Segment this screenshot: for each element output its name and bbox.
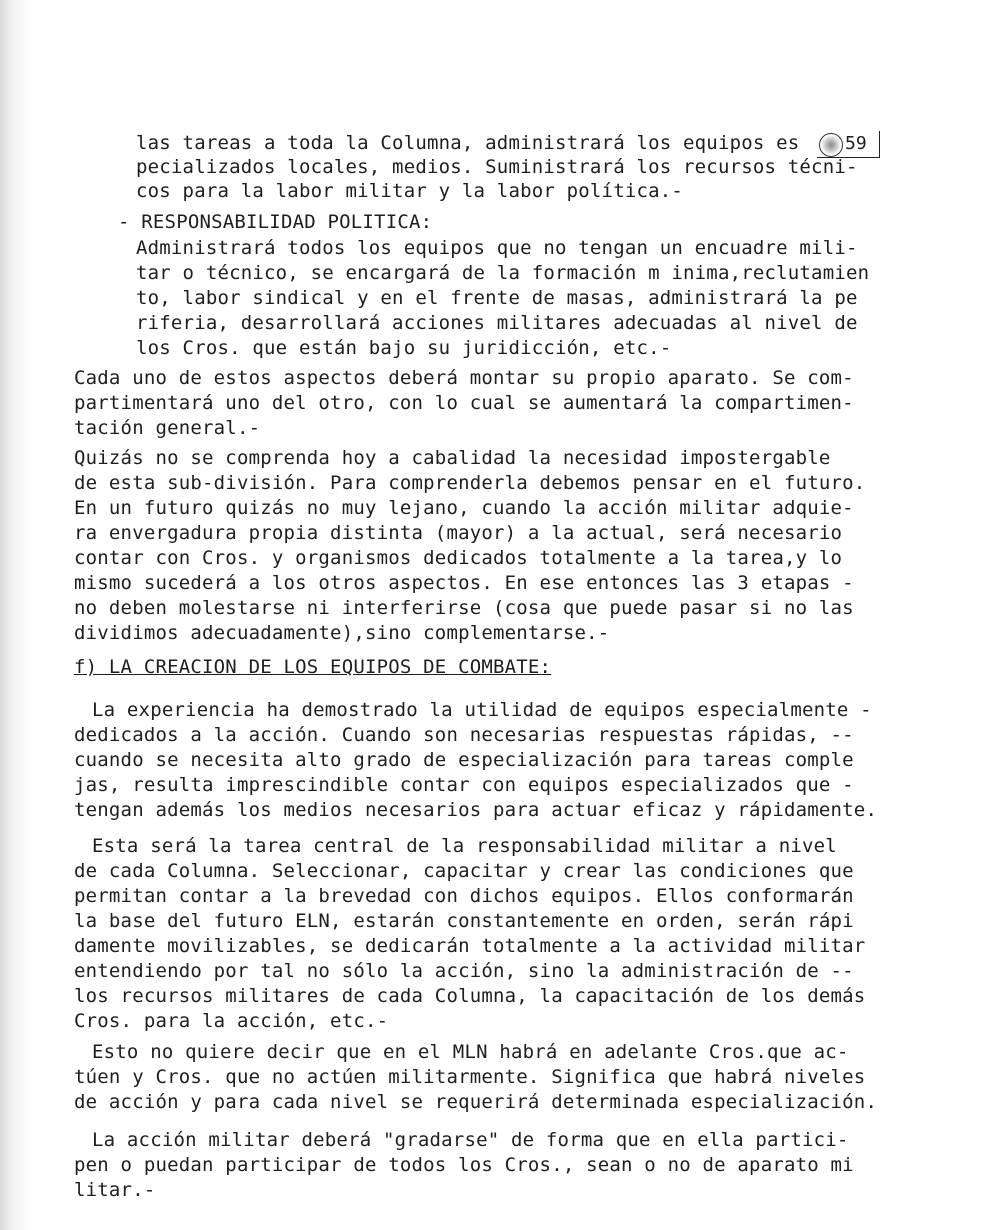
text-line: cuando se necesita alto grado de especialización para tareas comple [74, 749, 854, 771]
page-number: 59 [845, 133, 867, 154]
text-line: pen o puedan participar de todos los Cros., sean o no de aparato mi [74, 1154, 854, 1176]
text-line: jas, resulta imprescindible contar con equipos especializados que - [74, 774, 854, 796]
text-line: Esto no quiere decir que en el MLN habrá en adelante Cros.que ac- [92, 1041, 849, 1063]
text-line: Quizás no se comprenda hoy a cabalidad la necesidad impostergable [74, 447, 831, 469]
text-line: dedicados a la acción. Cuando son necesarias respuestas rápidas, -- [74, 724, 854, 746]
text-line: tar o técnico, se encargará de la formación m inima,reclutamien [136, 262, 870, 284]
text-line: mismo sucederá a los otros aspectos. En ese entonces las 3 etapas - [74, 572, 854, 594]
text-line: La acción militar deberá "gradarse" de forma que en ella partici- [92, 1129, 849, 1151]
text-line: Administrará todos los equipos que no tengan un encuadre mili- [136, 237, 858, 259]
text-line: de cada Columna. Seleccionar, capacitar y crear las condiciones que [74, 860, 854, 882]
text-line: pecializados locales, medios. Suministrará los recursos técni- [136, 156, 858, 178]
page-number-stamp [817, 131, 880, 158]
section-heading: - RESPONSABILIDAD POLITICA: [118, 211, 433, 233]
text-line: ra envergadura propia distinta (mayor) a la actual, será necesario [74, 522, 843, 544]
text-line: entendiendo por tal no sólo la acción, sino la administración de -- [74, 960, 854, 982]
text-line: tengan además los medios necesarios para actuar eficaz y rápidamente. [74, 799, 878, 821]
text-line: cos para la labor militar y la labor política.- [136, 180, 684, 202]
text-line: las tareas a toda la Columna, administrará los equipos es [136, 132, 800, 154]
text-line: Cada uno de estos aspectos deberá montar su propio aparato. Se com- [74, 367, 854, 389]
text-line: tación general.- [74, 417, 261, 439]
text-line: Esta será la tarea central de la responsabilidad militar a nivel [92, 835, 837, 857]
text-line: damente movilizables, se dedicarán totalmente a la actividad militar [74, 935, 866, 957]
text-line: to, labor sindical y en el frente de masas, administrará la pe [136, 287, 858, 309]
text-line: En un futuro quizás no muy lejano, cuando la acción militar adquie- [74, 497, 854, 519]
text-line: riferia, desarrollará acciones militares adecuadas al nivel de [136, 312, 858, 334]
text-line: La experiencia ha demostrado la utilidad de equipos especialmente - [92, 699, 872, 721]
text-line: los Cros. que están bajo su juridicción, etc.- [136, 337, 672, 359]
section-heading: f) LA CREACION DE LOS EQUIPOS DE COMBATE: [74, 656, 552, 678]
text-line: de acción y para cada nivel se requerirá determinada especialización. [74, 1091, 878, 1113]
text-line: contar con Cros. y organismos dedicados totalmente a la tarea,y lo [74, 547, 843, 569]
text-line: litar.- [74, 1179, 156, 1201]
seal-icon [819, 133, 843, 157]
text-line: los recursos militares de cada Columna, la capacitación de los demás [74, 985, 866, 1007]
text-line: permitan contar a la brevedad con dichos equipos. Ellos conformarán [74, 885, 854, 907]
text-line: dividimos adecuadamente),sino complementarse.- [74, 622, 610, 644]
text-line: túen y Cros. que no actúen militarmente. Significa que habrá niveles [74, 1066, 866, 1088]
text-line: de esta sub-división. Para comprenderla debemos pensar en el futuro. [74, 472, 866, 494]
text-line: no deben molestarse ni interferirse (cosa que puede pasar si no las [74, 597, 854, 619]
text-line: la base del futuro ELN, estarán constantemente en orden, serán rápi [74, 910, 854, 932]
text-line: partimentará uno del otro, con lo cual se aumentará la compartimen- [74, 392, 854, 414]
text-line: Cros. para la acción, etc.- [74, 1010, 389, 1032]
page-edge-shadow [0, 0, 30, 1230]
